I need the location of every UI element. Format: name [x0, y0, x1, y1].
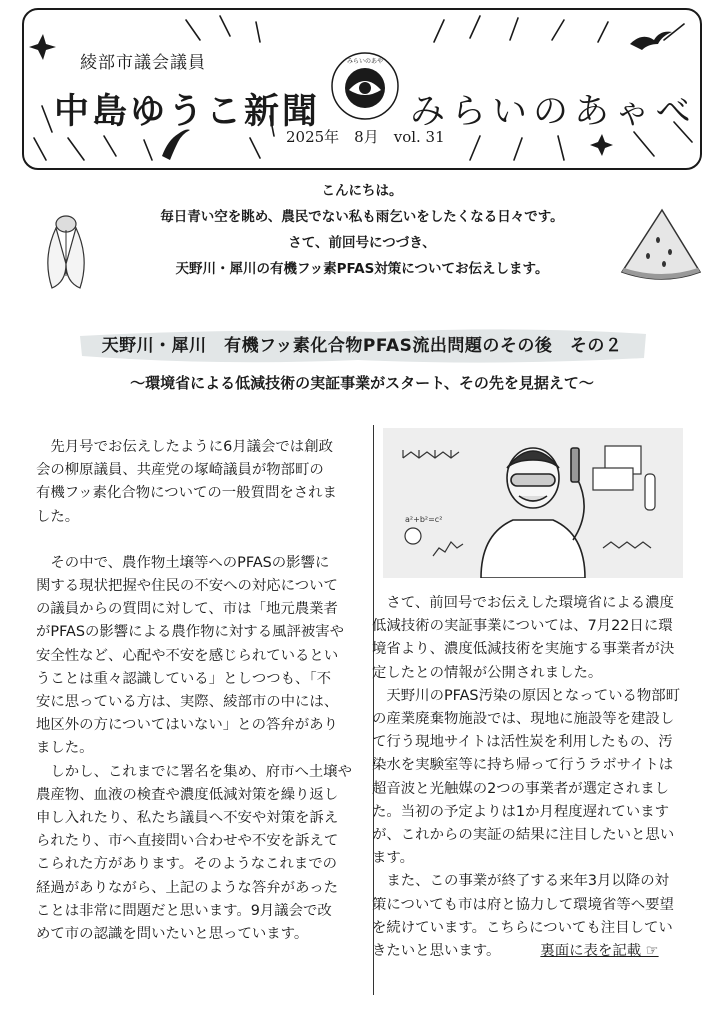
swallow-icon: [630, 32, 672, 50]
paragraph-line: ました。: [36, 740, 94, 757]
paragraph-line: しかし、これまでに署名を集め、府市へ土壌や: [36, 763, 353, 780]
paragraph-line: めて市の認識を問いたいと思っています。: [36, 926, 309, 943]
paragraph-line: 染水を実験室等に持ち帰って行うラボサイトは: [372, 757, 674, 774]
svg-text:みらいのあや: みらいのあや: [346, 58, 384, 65]
paper-subtitle: みらいのあゃべ: [410, 92, 697, 132]
greeting-line: 毎日青い空を眺め、農民でない私も雨乞いをしたくなる日々です。: [160, 209, 564, 225]
back-page-note: 裏面に表を記載 ☞: [540, 943, 659, 960]
paragraph-spacer: [36, 529, 352, 552]
formula-text: a²+b²=c²: [405, 515, 443, 524]
paragraph-line: さて、前回号でお伝えした環境省による濃度: [372, 595, 674, 611]
paragraph-line: きたいと思います。: [372, 943, 501, 960]
last-line: [372, 940, 680, 963]
paragraph-line: こられた方があります。そのようなこれまでの: [36, 856, 338, 873]
paragraph-line: ます。: [372, 850, 415, 867]
paragraph-line: 策についても市は府と協力して環境省等へ要望: [372, 896, 674, 913]
test-tube-icon: [645, 474, 655, 510]
greeting-line: こんにちは。: [321, 183, 403, 199]
paragraph-line: 先月号でお伝えしたように6月議会では創政: [36, 439, 333, 455]
paragraph-line: 申し入れたり、私たち議員へ不安や対策を訴え: [36, 810, 339, 827]
paragraph-line: の議員からの質問に対して、市は「地元農業者: [36, 601, 338, 618]
paragraph-line: 定したとの情報が公開されました。: [372, 664, 603, 681]
paragraph-line: 有機フッ素化合物についての一般質問をされま: [36, 485, 337, 502]
article-subheadline: 〜環境省による低減技術の実証事業がスタート、その先を見据えて〜: [130, 374, 594, 392]
paragraph-line: の産業廃棄物施設では、現地に施設等を建設し: [372, 711, 675, 728]
paper-title: 中島ゆうこ新聞: [54, 92, 321, 132]
pipette-icon: [571, 448, 579, 482]
paragraph-line: て行う現地サイトは活性炭を利用したもの、汚: [372, 734, 673, 751]
masthead: [22, 8, 702, 170]
watermelon-icon: [618, 206, 704, 282]
logo: [329, 50, 401, 122]
greeting-line: 天野川・犀川の有機フッ素PFAS対策についてお伝えします。: [175, 261, 549, 277]
council-title: 綾部市議会議員: [80, 53, 206, 73]
bird-icon: [162, 130, 190, 161]
paragraph-line: がPFASの影響による農作物に対する風評被害や: [36, 624, 345, 641]
paragraph-line: 地区外の方についてはいない」との答弁があり: [36, 717, 338, 734]
paragraph-line: られたり、市へ直接問い合わせや不安を訴えて: [36, 833, 339, 850]
paragraph-line: 会の柳原議員、共産党の塚崎議員が物部町の: [36, 462, 324, 479]
star-icon: [29, 34, 56, 60]
article-headline: 天野川・犀川 有機フッ素化合物PFAS流出問題のその後 その２: [101, 336, 623, 356]
paragraph-line: が、これからの実証の結果に注目したいと思い: [372, 827, 675, 844]
paragraph-line: 超音波と光触媒の2つの事業者が選定されまし: [372, 780, 669, 797]
paragraph-line: を続けています。こちらについても注目してい: [372, 919, 673, 936]
greeting-line: さて、前回号につづき、: [288, 235, 436, 251]
paragraph-line: その中で、農作物土壌等へのPFASの影響に: [36, 554, 330, 571]
paragraph-line: 低減技術の実証事業については、7月22日に環: [372, 618, 673, 635]
paragraph-line: 農産物、血液の検査や濃度低減対策を繰り返し: [36, 786, 339, 803]
paragraph-line: 関する現状把握や住民の不安への対応について: [36, 578, 338, 595]
paragraph-line: した。: [36, 508, 80, 525]
paragraph-line: うことは重々認識している」としつつも、「不: [36, 670, 332, 687]
issue-info: 2025年 8月 vol. 31: [286, 128, 445, 146]
left-column: [36, 436, 352, 946]
paragraph-line: 安に思っている方は、実際、綾部市の中には、: [36, 694, 339, 711]
paragraph-line: 天野川のPFAS汚染の原因となっている物部町: [372, 687, 681, 704]
scientist-illustration: [383, 428, 683, 578]
paragraph-line: た。当初の予定よりは1か月程度遅れています: [372, 803, 669, 820]
right-column: [372, 592, 680, 963]
paragraph-line: 境省より、濃度低減技術を実施する事業者が決: [372, 641, 675, 658]
paragraph-line: ことは非常に問題だと思います。9月議会で改: [36, 902, 332, 919]
greeting: [0, 178, 724, 282]
paragraph-line: 経過がありながら、上記のような答弁があった: [36, 879, 339, 896]
paragraph-line: 安全性など、心配や不安を感じられているとい: [36, 647, 339, 664]
star-icon: [590, 134, 613, 156]
paragraph-line: また、この事業が終了する来年3月以降の対: [372, 873, 669, 890]
